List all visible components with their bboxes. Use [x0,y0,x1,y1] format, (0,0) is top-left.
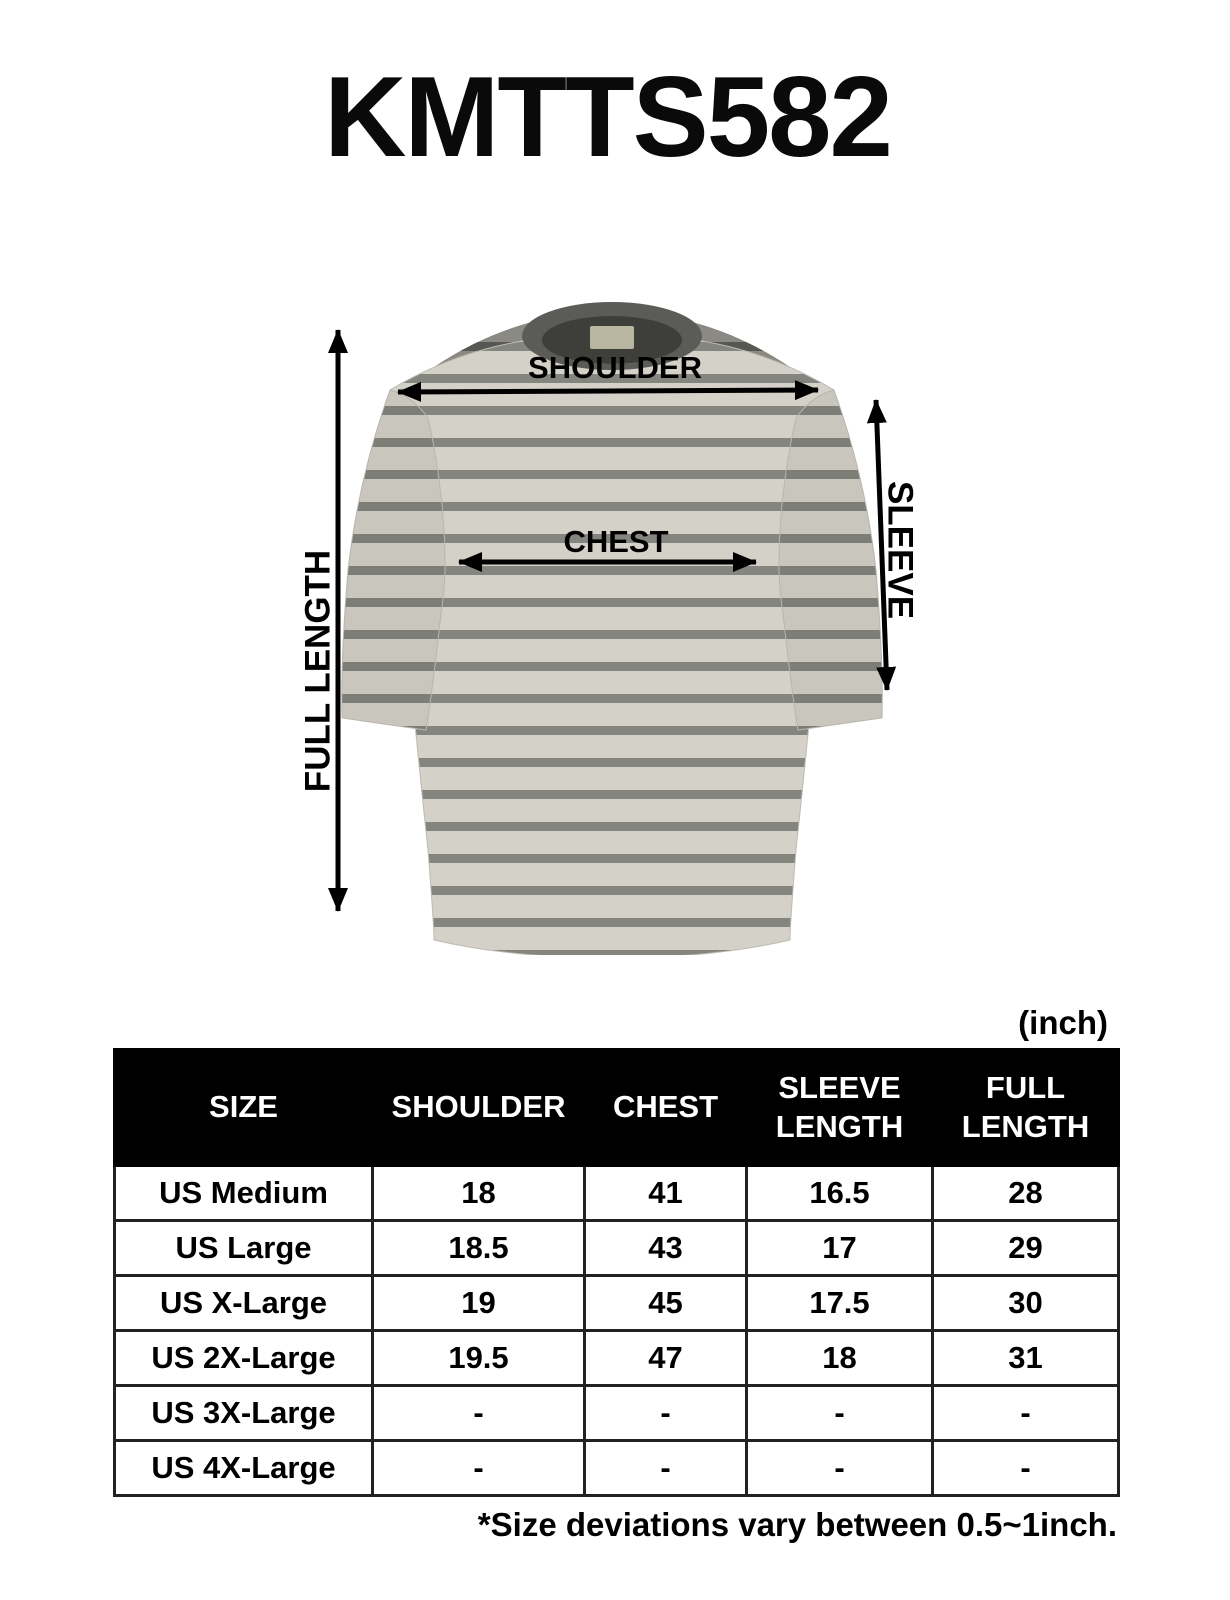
table-row [115,1166,1119,1221]
full-length-cell: 29 [933,1221,1119,1276]
sleeve-length-cell: - [747,1441,933,1496]
table-row [115,1331,1119,1386]
shoulder-cell: 19.5 [373,1331,585,1386]
full-length-cell: - [933,1386,1119,1441]
size-cell: US X-Large [115,1276,373,1331]
sleeve-length-cell: 16.5 [747,1166,933,1221]
chest-cell: 43 [585,1221,747,1276]
chest-cell: 41 [585,1166,747,1221]
shirt-body [390,334,834,955]
size-chart-table [113,1048,1120,1497]
column-header-sleeve-length: SLEEVE LENGTH [747,1050,933,1166]
chest-cell: - [585,1441,747,1496]
table-row [115,1441,1119,1496]
shoulder-cell: 19 [373,1276,585,1331]
shoulder-cell: - [373,1441,585,1496]
sleeve-length-cell: 17.5 [747,1276,933,1331]
header-row [115,1050,1119,1166]
chest-cell: 45 [585,1276,747,1331]
chest-label: CHEST [563,524,669,559]
size-cell: US Large [115,1221,373,1276]
column-header-chest: CHEST [585,1050,747,1166]
full-length-cell: 31 [933,1331,1119,1386]
sleeve-label: SLEEVE [880,480,920,620]
size-deviation-note: *Size deviations vary between 0.5~1inch. [477,1506,1117,1543]
sleeve-length-cell: 18 [747,1331,933,1386]
shoulder-label: SHOULDER [528,350,702,385]
shoulder-cell: 18.5 [373,1221,585,1276]
size-cell: US Medium [115,1166,373,1221]
chest-cell: - [585,1386,747,1441]
shirt-left-sleeve [342,390,445,730]
full-length-cell: 30 [933,1276,1119,1331]
full-length-label: FULL LENGTH [298,549,338,793]
table-row [115,1221,1119,1276]
column-header-full-length: FULL LENGTH [933,1050,1119,1166]
shoulder-cell: 18 [373,1166,585,1221]
size-cell: US 3X-Large [115,1386,373,1441]
neck-label-tag [590,326,634,349]
column-header-size: SIZE [115,1050,373,1166]
table-row [115,1276,1119,1331]
size-cell: US 2X-Large [115,1331,373,1386]
product-code-title: KMTTS582 [324,54,891,181]
table-row [115,1386,1119,1441]
shoulder-arrow [398,390,818,392]
size-cell: US 4X-Large [115,1441,373,1496]
full-length-cell: - [933,1441,1119,1496]
sleeve-length-cell: 17 [747,1221,933,1276]
sleeve-length-cell: - [747,1386,933,1441]
unit-label: (inch) [1018,1004,1108,1041]
shoulder-cell: - [373,1386,585,1441]
full-length-cell: 28 [933,1166,1119,1221]
shirt-right-sleeve [779,390,882,730]
shirt-measurement-diagram [280,290,940,955]
chest-cell: 47 [585,1331,747,1386]
column-header-shoulder: SHOULDER [373,1050,585,1166]
